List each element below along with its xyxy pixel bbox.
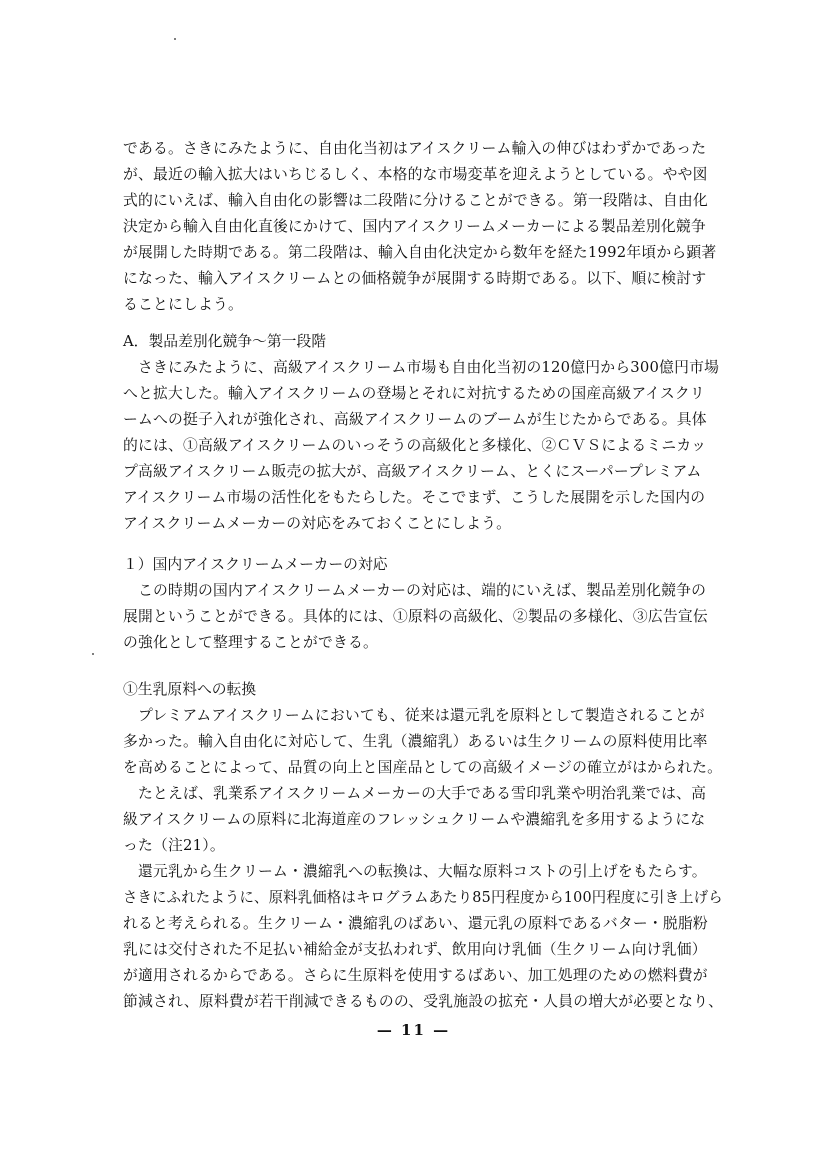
text-line: 決定から輸入自由化直後にかけて、国内アイスクリームメーカーによる製品差別化競争 bbox=[123, 218, 706, 235]
text-line: さきにふれたように、原料乳価格はキログラムあたり85円程度から100円程度に引き上げら bbox=[123, 889, 723, 906]
text-line: 式的にいえば、輸入自由化の影響は二段階に分けることができる。第一段階は、自由化 bbox=[123, 192, 708, 209]
text-line: である。さきにみたように、自由化当初はアイスクリーム輸入の伸びはわずかであった bbox=[123, 140, 707, 157]
text-line: が適用されるからである。さらに生原料を使用するばあい、加工処理のための燃料費が bbox=[123, 967, 708, 984]
text-line: 展開ということができる。具体的には、①原料の高級化、②製品の多様化、③広告宣伝 bbox=[123, 608, 708, 625]
text-line: の強化として整理することができる。 bbox=[123, 634, 378, 651]
section-heading-1: １）国内アイスクリームメーカーの対応 bbox=[123, 556, 388, 573]
text-line: 的には、①高級アイスクリームのいっそうの高級化と多様化、②ＣＶＳによるミニカッ bbox=[123, 437, 707, 454]
text-line: になった、輸入アイスクリームとの価格競争が展開する時期である。以下、順に検討す bbox=[123, 270, 707, 287]
text-line: さきにみたように、高級アイスクリーム市場も自由化当初の120億円から300億円市場 bbox=[123, 359, 720, 376]
text-line: ームへの挺子入れが強化され、高級アイスクリームのブームが生じたからである。具体 bbox=[123, 411, 707, 428]
text-line: プ高級アイスクリーム販売の拡大が、高級アイスクリーム、とくにスーパープレミアム bbox=[123, 463, 702, 480]
page-number: — 11 — bbox=[376, 1021, 451, 1039]
text-line: 還元乳から生クリーム・濃縮乳への転換は、大幅な原料コストの引上げをもたらす。 bbox=[123, 863, 707, 880]
text-line: アイスクリームメーカーの対応をみておくことにしよう。 bbox=[123, 515, 512, 532]
scan-speck bbox=[174, 38, 176, 40]
text-line: ることにしよう。 bbox=[123, 296, 243, 313]
text-line: った（注21）。 bbox=[123, 837, 225, 854]
text-line: アイスクリーム市場の活性化をもたらした。そこでまず、こうした展開を示した国内の bbox=[123, 489, 706, 506]
text-line: プレミアムアイスクリームにおいても、従来は還元乳を原料として製造されることが bbox=[123, 707, 705, 724]
text-line: この時期の国内アイスクリームメーカーの対応は、端的にいえば、製品差別化競争の bbox=[123, 582, 707, 599]
section-heading-a: A．製品差別化競争～第一段階 bbox=[123, 333, 327, 350]
text-line: たとえば、乳業系アイスクリームメーカーの大手である雪印乳業や明治乳業では、高 bbox=[123, 785, 707, 802]
text-line: が、最近の輸入拡大はいちじるしく、本格的な市場変革を迎えようとしている。やや図 bbox=[123, 166, 708, 183]
text-line: 多かった。輸入自由化に対応して、生乳（濃縮乳）あるいは生クリームの原料使用比率 bbox=[123, 733, 708, 750]
text-line: へと拡大した。輸入アイスクリームの登場とそれに対抗するための国産高級アイスクリ bbox=[123, 385, 705, 402]
text-line: 節減され、原料費が若干削減できるものの、受乳施設の拡充・人員の増大が必要となり、 bbox=[123, 993, 724, 1010]
text-line: れると考えられる。生クリーム・濃縮乳のばあい、還元乳の原料であるバター・脱脂粉 bbox=[123, 915, 708, 932]
section-heading-raw-milk: ①生乳原料への転換 bbox=[123, 681, 257, 698]
text-line: が展開した時期である。第二段階は、輸入自由化決定から数年を経た1992年頃から顕著 bbox=[123, 244, 717, 261]
scan-speck bbox=[92, 653, 94, 655]
text-line: 乳には交付された不足払い補給金が支払われず、飲用向け乳価（生クリーム向け乳価） bbox=[123, 941, 707, 958]
text-line: 級アイスクリームの原料に北海道産のフレッシュクリームや濃縮乳を多用するようにな bbox=[123, 811, 706, 828]
text-line: を高めることによって、品質の向上と国産品としての高級イメージの確立がはかられた。 bbox=[123, 759, 723, 776]
